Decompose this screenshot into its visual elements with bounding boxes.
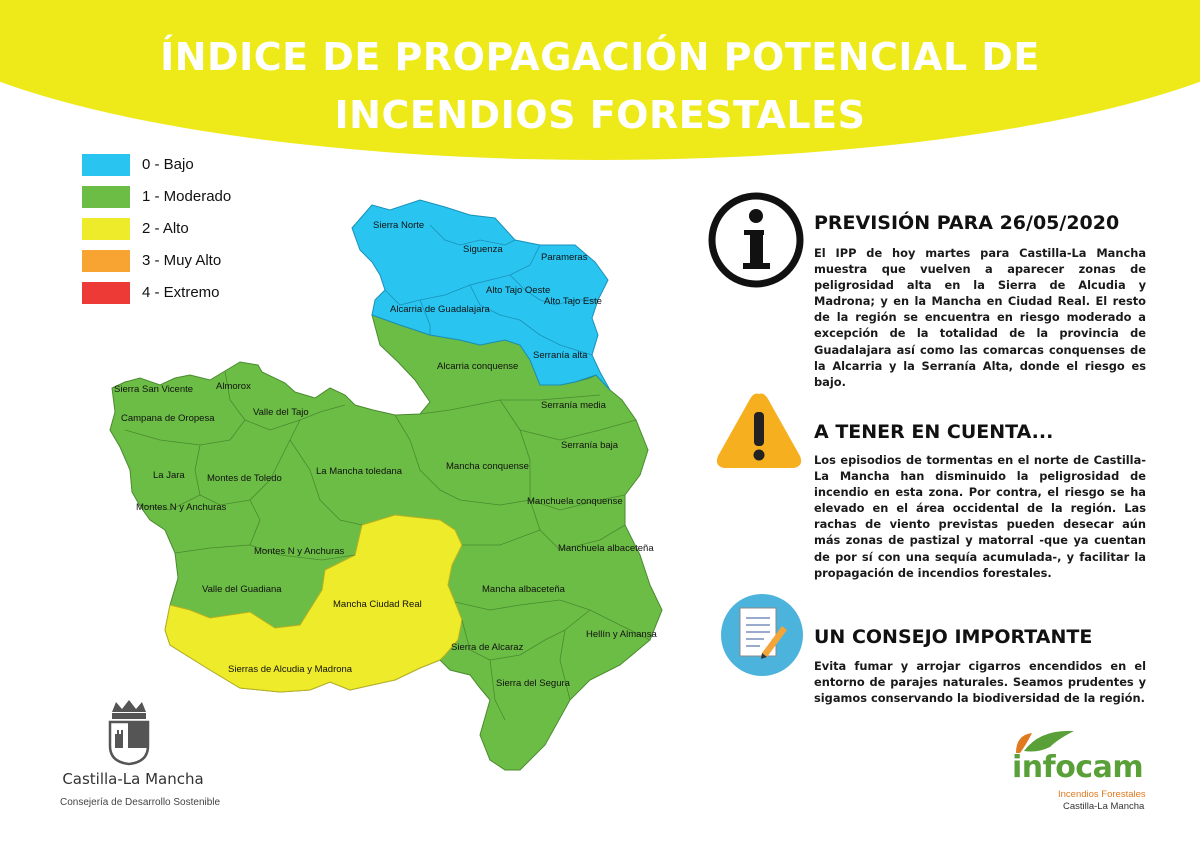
atencion-text: Los episodios de tormentas en el norte de Castilla-La Mancha han disminuido la peligrosidad de incendio en esta zona. Por contra, el riesgo se ha elevado en el área occidental de la región. Las rachas de viento previstas pueden desecar aún más zonas de pastizal y matorral -que ya cuentan de por sí con una sequía acumulada-, y facilitar la propagación de incendios forestales. bbox=[814, 453, 1146, 580]
label-mancha-ciudad-real: Mancha Ciudad Real bbox=[333, 599, 422, 610]
label-valle-tajo: Valle del Tajo bbox=[253, 407, 309, 418]
label-manchuela-albacetena: Manchuela albaceteña bbox=[558, 543, 654, 554]
label-la-jara: La Jara bbox=[153, 470, 185, 481]
prevision-title: PREVISIÓN PARA 26/05/2020 bbox=[814, 212, 1120, 234]
consejo-text: Evita fumar y arrojar cigarros encendidos en el entorno de parajes naturales. Seamos prudentes y sigamos conservando la biodiversidad de la región. bbox=[814, 659, 1146, 706]
label-alcarria-conquense: Alcarria conquense bbox=[437, 361, 519, 372]
infocam-name: infocam bbox=[1012, 750, 1144, 785]
label-montes-toledo: Montes de Toledo bbox=[207, 473, 282, 484]
label-serrania-baja: Serranía baja bbox=[561, 440, 619, 451]
label-parameras: Parameras bbox=[541, 252, 588, 263]
label-sierra-segura: Sierra del Segura bbox=[496, 678, 570, 689]
label-serrania-alta: Serranía alta bbox=[533, 350, 588, 361]
jcm-subtitle: Consejería de Desarrollo Sostenible bbox=[60, 797, 221, 808]
jcm-name: Castilla-La Mancha bbox=[62, 770, 204, 788]
label-montes-n-anchuras-2: Montes N y Anchuras bbox=[254, 546, 345, 557]
label-mancha-albacetena: Mancha albaceteña bbox=[482, 584, 565, 595]
document-icon bbox=[720, 593, 804, 677]
label-campana-oropesa: Campana de Oropesa bbox=[121, 413, 215, 424]
title-line-1: ÍNDICE DE PROPAGACIÓN POTENCIAL DE bbox=[160, 35, 1040, 79]
label-hellin-almansa: Hellín y Almansa bbox=[586, 629, 657, 640]
infocam-subtitle-1: Incendios Forestales bbox=[1058, 789, 1146, 800]
label-sierras-alcudia: Sierras de Alcudia y Madrona bbox=[228, 664, 353, 675]
infocam-subtitle-2: Castilla-La Mancha bbox=[1063, 801, 1145, 812]
atencion-title: A TENER EN CUENTA... bbox=[814, 421, 1054, 443]
label-manchuela-conquense: Manchuela conquense bbox=[527, 496, 623, 507]
label-almorox: Almorox bbox=[216, 381, 251, 392]
label-valle-guadiana: Valle del Guadiana bbox=[202, 584, 282, 595]
castilla-la-mancha-logo bbox=[106, 700, 152, 766]
label-sierra-alcaraz: Sierra de Alcaraz bbox=[451, 642, 524, 653]
label-mancha-conquense: Mancha conquense bbox=[446, 461, 529, 472]
label-sierra-norte: Sierra Norte bbox=[373, 220, 425, 231]
label-montes-n-anchuras-1: Montes N y Anchuras bbox=[136, 502, 227, 513]
label-alto-tajo-este: Alto Tajo Este bbox=[544, 296, 602, 307]
label-alto-tajo-oeste: Alto Tajo Oeste bbox=[486, 285, 551, 296]
info-icon bbox=[706, 190, 806, 290]
label-sierra-san-vicente: Sierra San Vicente bbox=[114, 384, 194, 395]
warning-icon bbox=[714, 388, 804, 474]
legend-label: 4 - Extremo bbox=[142, 284, 220, 301]
label-mancha-toledana: La Mancha toledana bbox=[316, 466, 403, 477]
title-line-2: INCENDIOS FORESTALES bbox=[334, 93, 866, 137]
legend-label: 0 - Bajo bbox=[142, 156, 194, 173]
legend-label: 1 - Moderado bbox=[142, 188, 232, 205]
label-alcarria-guadalajara: Alcarria de Guadalajara bbox=[390, 304, 490, 315]
legend-label: 3 - Muy Alto bbox=[142, 252, 222, 269]
consejo-title: UN CONSEJO IMPORTANTE bbox=[814, 626, 1093, 648]
legend-label: 2 - Alto bbox=[142, 220, 189, 237]
label-serrania-media: Serranía media bbox=[541, 400, 606, 411]
label-siguenza: Siguenza bbox=[463, 244, 503, 255]
prevision-text: El IPP de hoy martes para Castilla-La Mancha muestra que vuelven a aparecer zonas de peligrosidad alta en la Sierra de Alcudia y Madrona; y en la Mancha en Ciudad Real. El resto de la región se encuentra en riesgo moderado a excepción de la totalidad de la provincia de Guadalajara así como las comarcas conquenses de la Alcarria y la Serranía Alta, donde el riesgo es bajo. bbox=[814, 246, 1146, 389]
